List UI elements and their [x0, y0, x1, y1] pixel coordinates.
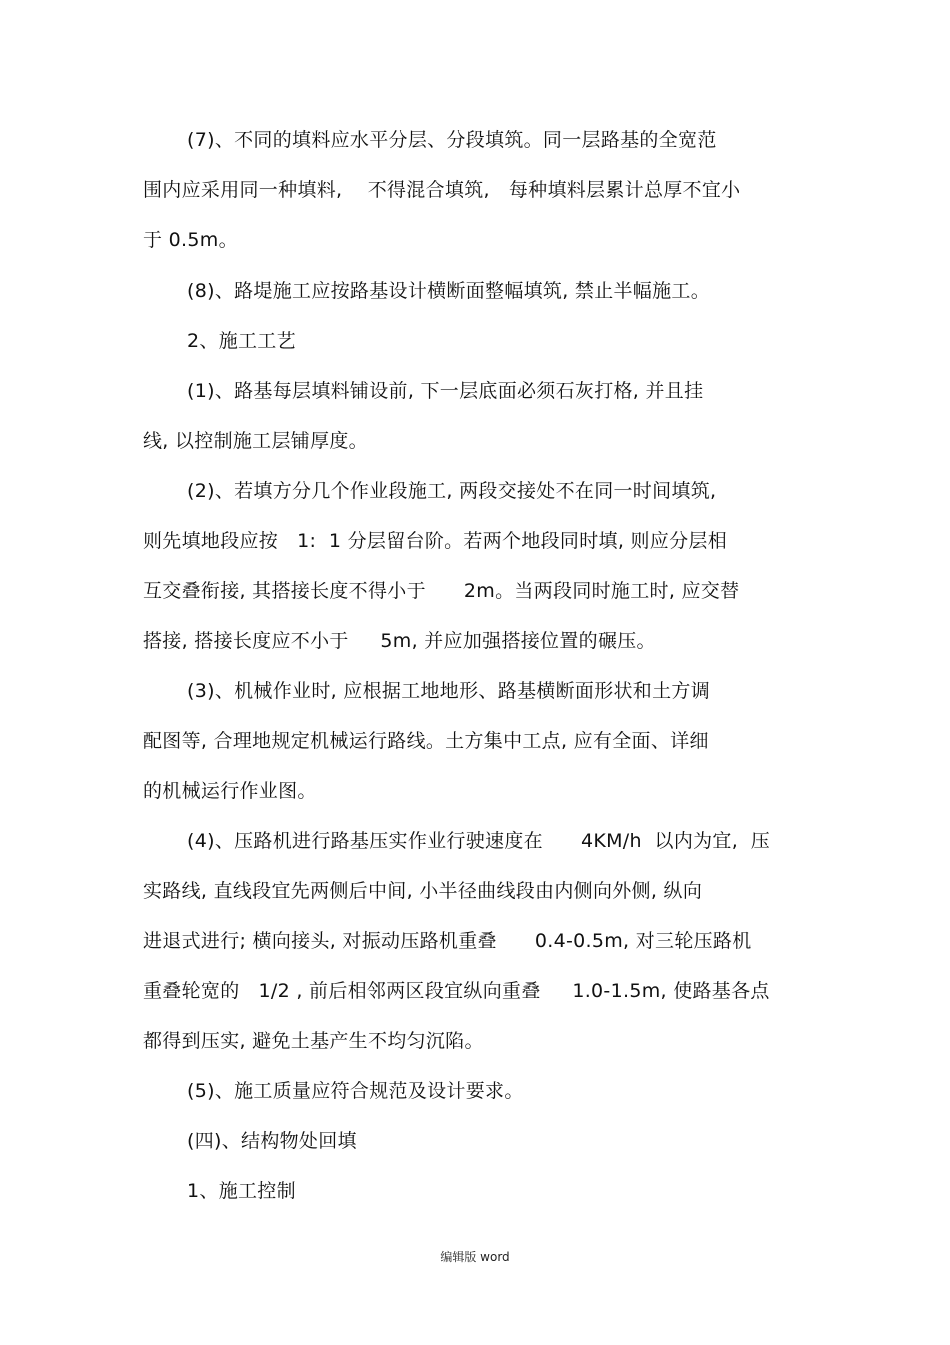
paragraph-line: (2)、若填方分几个作业段施工, 两段交接处不在同一时间填筑,	[187, 480, 717, 502]
section-heading: 2、施工工艺	[187, 330, 296, 352]
paragraph-line: 则先填地段应按 1: 1 分层留台阶。若两个地段同时填, 则应分层相	[143, 530, 727, 552]
paragraph-line: (5)、施工质量应符合规范及设计要求。	[187, 1080, 524, 1102]
paragraph-line: 搭接, 搭接长度应不小于 5m, 并应加强搭接位置的碾压。	[143, 630, 656, 652]
page-footer: 编辑版 word	[440, 1250, 510, 1264]
paragraph-line: (7)、不同的填料应水平分层、分段填筑。同一层路基的全宽范	[187, 129, 717, 151]
paragraph-line: 都得到压实, 避免土基产生不均匀沉陷。	[143, 1030, 484, 1052]
paragraph-line: 重叠轮宽的 1/2 , 前后相邻两区段宜纵向重叠 1.0-1.5m, 使路基各点	[143, 980, 770, 1002]
paragraph-line: 的机械运行作业图。	[143, 780, 317, 802]
paragraph-line: 围内应采用同一种填料, 不得混合填筑, 每种填料层累计总厚不宜小	[143, 179, 741, 201]
paragraph-line: (4)、压路机进行路基压实作业行驶速度在 4KM/h 以内为宜, 压	[187, 830, 771, 852]
paragraph-line: 实路线, 直线段宜先两侧后中间, 小半径曲线段由内侧向外侧, 纵向	[143, 880, 703, 902]
paragraph-line: 互交叠衔接, 其搭接长度不得小于 2m。当两段同时施工时, 应交替	[143, 580, 740, 602]
paragraph-line: 于 0.5m。	[143, 229, 238, 251]
paragraph-line: 线, 以控制施工层铺厚度。	[143, 430, 368, 452]
section-heading: (四)、结构物处回填	[187, 1130, 357, 1152]
paragraph-line: 配图等, 合理地规定机械运行路线。土方集中工点, 应有全面、详细	[143, 730, 709, 752]
paragraph-line: (1)、路基每层填料铺设前, 下一层底面必须石灰打格, 并且挂	[187, 380, 704, 402]
paragraph-line: 进退式进行; 横向接头, 对振动压路机重叠 0.4-0.5m, 对三轮压路机	[143, 930, 752, 952]
section-heading: 1、施工控制	[187, 1180, 296, 1202]
paragraph-line: (8)、路堤施工应按路基设计横断面整幅填筑, 禁止半幅施工。	[187, 280, 710, 302]
paragraph-line: (3)、机械作业时, 应根据工地地形、路基横断面形状和土方调	[187, 680, 710, 702]
